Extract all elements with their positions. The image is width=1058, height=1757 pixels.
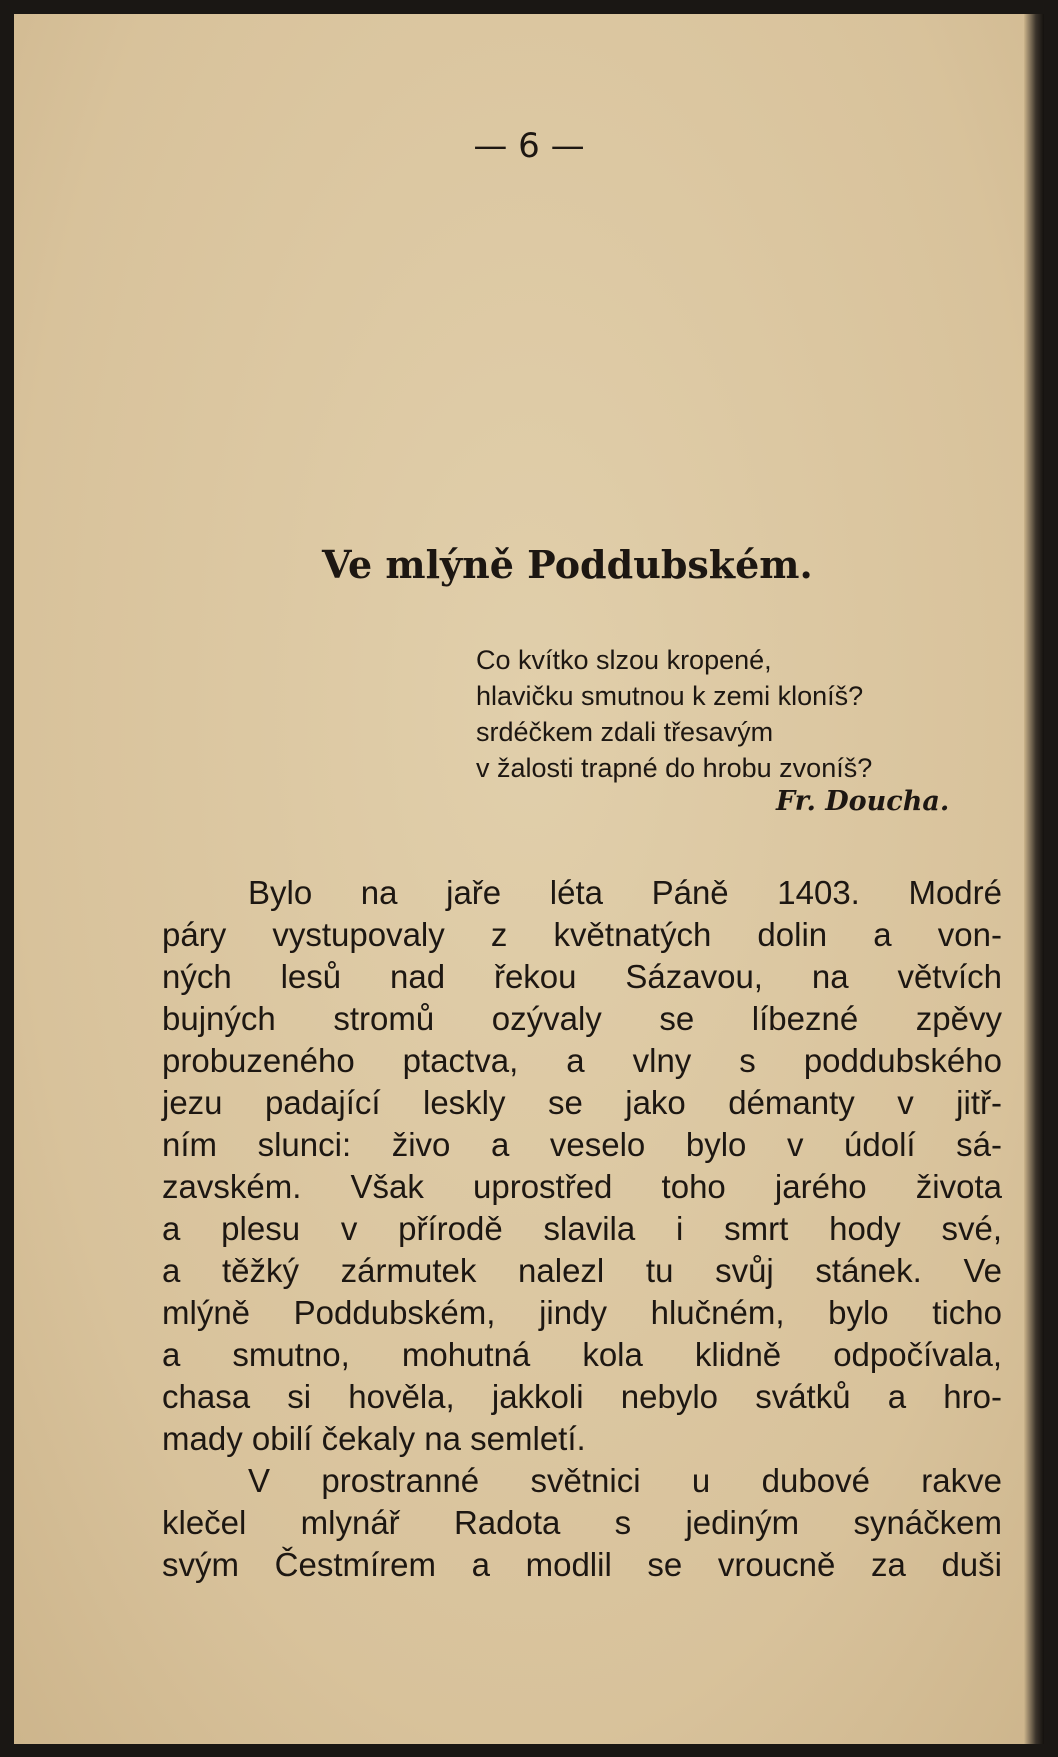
text-line: mady obilí čekaly na semletí. <box>162 1420 586 1457</box>
text-line: páry vystupovaly z květnatých dolin a von- <box>162 916 1002 953</box>
epigraph-line: Co kvítko slzou kropené, <box>476 645 772 675</box>
text-line: a těžký zármutek nalezl tu svůj stánek. Ve <box>162 1252 1002 1289</box>
text-line: ných lesů nad řekou Sázavou, na větvích <box>162 958 1002 995</box>
text-line: svým Čestmírem a modlil se vroucně za duši <box>162 1546 1002 1583</box>
book-spine-shadow <box>1024 14 1044 1744</box>
epigraph <box>476 642 872 786</box>
book-page <box>14 14 1044 1744</box>
text-line: chasa si hověla, jakkoli nebylo svátků a hro- <box>162 1378 1002 1415</box>
text-line: ním slunci: živo a veselo bylo v údolí sá- <box>162 1126 1002 1163</box>
chapter-title: Ve mlýně Poddubském. <box>322 542 813 587</box>
text-line: V prostranné světnici u dubové rakve <box>248 1462 1002 1499</box>
text-line: bujných stromů ozývaly se líbezné zpěvy <box>162 1000 1002 1037</box>
text-line: probuzeného ptactva, a vlny s poddubského <box>162 1042 1002 1079</box>
page-number: — 6 — <box>473 126 585 166</box>
text-line: a smutno, mohutná kola klidně odpočívala, <box>162 1336 1002 1373</box>
text-line: jezu padající leskly se jako démanty v jitř- <box>162 1084 1002 1121</box>
epigraph-author: Fr. Doucha. <box>776 786 950 817</box>
text-line: Bylo na jaře léta Páně 1403. Modré <box>248 874 1002 911</box>
text-line: klečel mlynář Radota s jediným synáčkem <box>162 1504 1002 1541</box>
epigraph-line: hlavičku smutnou k zemi kloníš? <box>476 681 864 711</box>
epigraph-line: v žalosti trapné do hrobu zvoníš? <box>476 753 873 783</box>
text-line: a plesu v přírodě slavila i smrt hody své, <box>162 1210 1002 1247</box>
body-text <box>162 872 1002 1586</box>
text-line: zavském. Však uprostřed toho jarého života <box>162 1168 1002 1205</box>
epigraph-line: srdéčkem zdali třesavým <box>476 717 774 747</box>
text-line: mlýně Poddubském, jindy hlučném, bylo ticho <box>162 1294 1002 1331</box>
